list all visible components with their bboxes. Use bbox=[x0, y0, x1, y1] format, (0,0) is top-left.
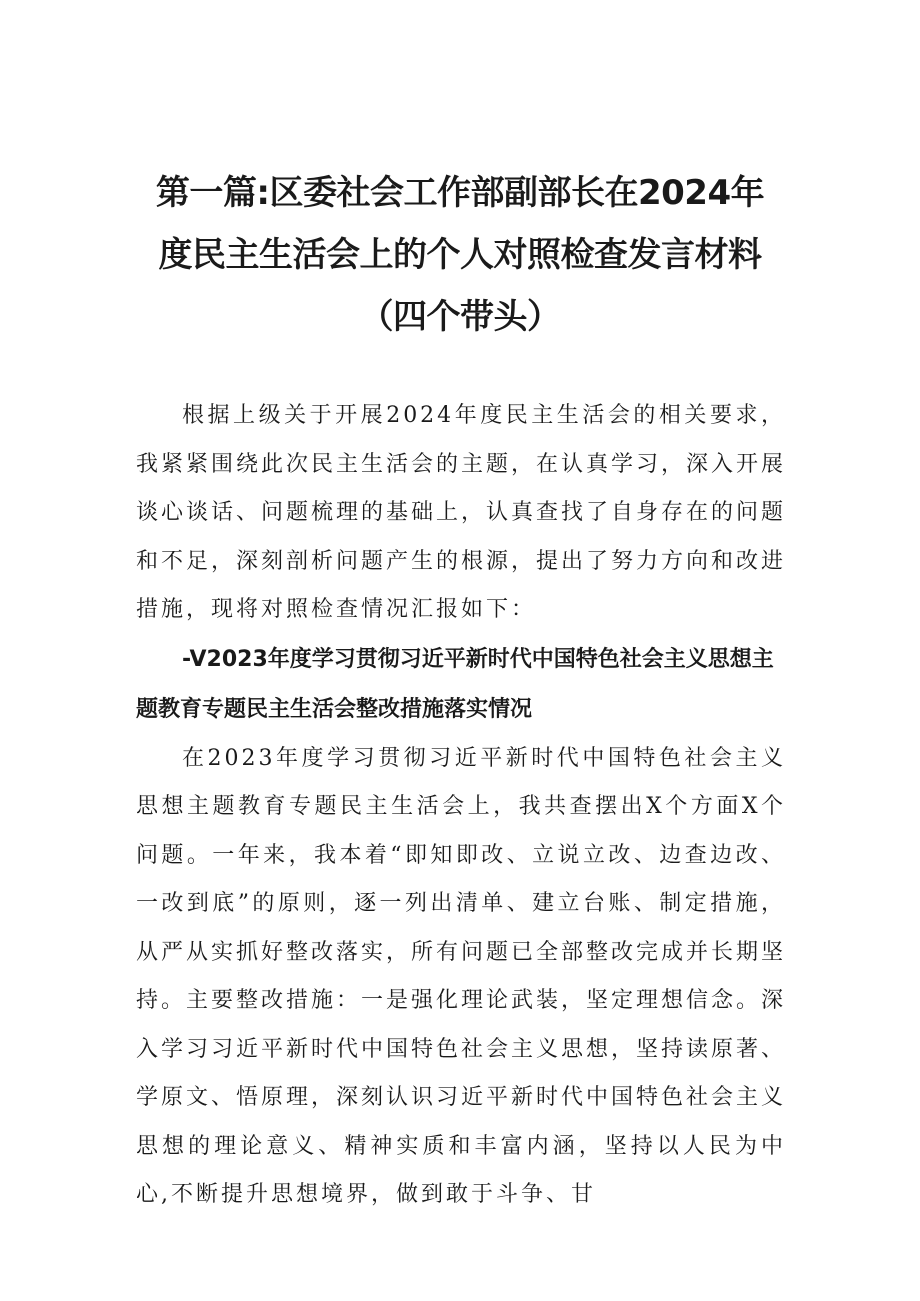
section-heading: -V2023年度学习贯彻习近平新时代中国特色社会主义思想主题教育专题民主生活会整改措施落实情况 bbox=[136, 646, 774, 722]
title-line-2: 度民主生活会上的个人对照检查发言材料 bbox=[158, 235, 762, 275]
section-paragraph: 在2023年度学习贯彻习近平新时代中国特色社会主义思想主题教育专题民主生活会上，我共查摆出X个方面X个问题。一年来，我本着“即知即改、立说立改、边查边改、一改到底”的原则，逐一列出清单、建立台账、制定措施，从严从实抓好整改落实，所有问题已全部整改完成并长期坚持。主要整改措施：一是强化理论武装，坚定理想信念。深入学习习近平新时代中国特色社会主义思想，坚持读原著、学原文、悟原理，深刻认识习近平新时代中国特色社会主义思想的理论意义、精神实质和丰富内涵，坚持以人民为中心,不断提升思想境界，做到敢于斗争、甘 bbox=[136, 745, 787, 1207]
title-line-1: 第一篇:区委社会工作部副部长在2024年 bbox=[155, 173, 765, 213]
document-body bbox=[136, 392, 786, 1220]
document-title bbox=[120, 162, 800, 348]
intro-paragraph: 根据上级关于开展2024年度民主生活会的相关要求，我紧紧围绕此次民主生活会的主题，在认真学习，深入开展谈心谈话、问题梳理的基础上，认真查找了自身存在的问题和不足，深刻剖析问题产生的根源，提出了努力方向和改进措施，现将对照检查情况汇报如下： bbox=[136, 403, 787, 622]
title-line-3: （四个带头） bbox=[359, 297, 561, 337]
